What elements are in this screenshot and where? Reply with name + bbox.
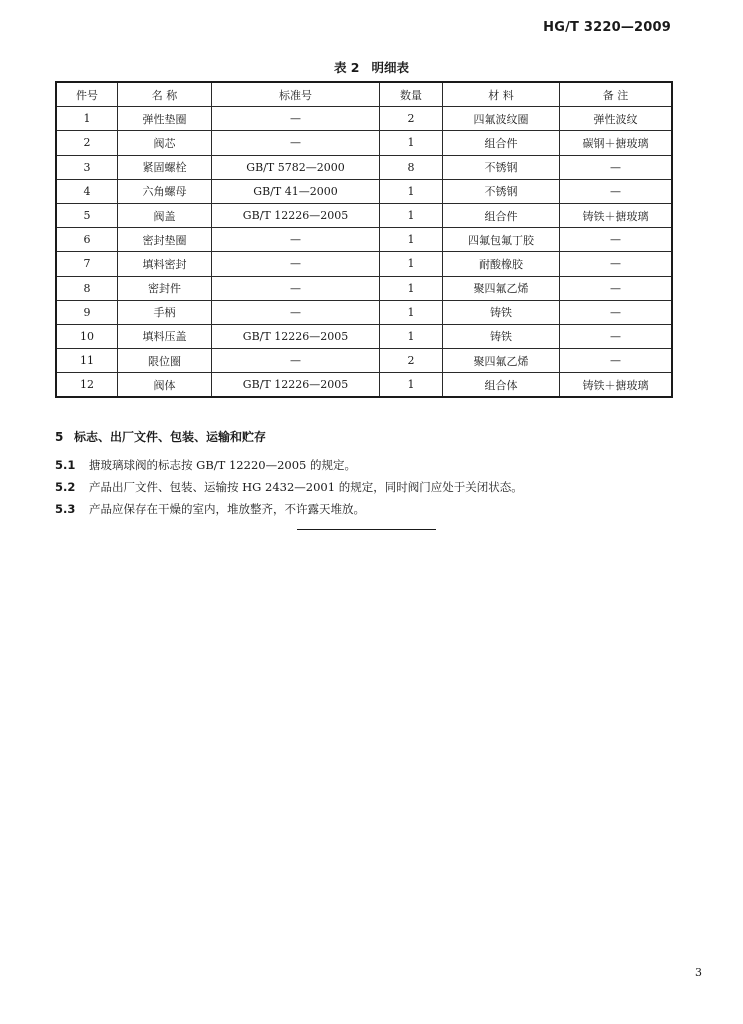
end-of-document-rule	[297, 529, 436, 530]
cell-part-number: 2	[56, 131, 118, 155]
cell-standard: GB/T 12226—2005	[212, 203, 380, 227]
column-header-part-number: 件号	[56, 82, 118, 107]
cell-part-number: 8	[56, 276, 118, 300]
table-row	[56, 373, 672, 398]
cell-part-number: 6	[56, 228, 118, 252]
clause-number: 5.3	[55, 502, 76, 516]
cell-name: 六角螺母	[118, 179, 212, 203]
cell-name: 紧固螺栓	[118, 155, 212, 179]
cell-part-number: 7	[56, 252, 118, 276]
cell-name: 阀盖	[118, 203, 212, 227]
cell-standard: GB/T 41—2000	[212, 179, 380, 203]
cell-quantity: 1	[380, 373, 443, 398]
cell-quantity: 1	[380, 300, 443, 324]
clause-number: 5.1	[55, 458, 76, 472]
clause-text: 产品应保存在干燥的室内，堆放整齐，不许露天堆放。	[89, 502, 365, 516]
cell-name: 限位圈	[118, 349, 212, 373]
table-caption-title: 明细表	[371, 60, 410, 75]
clause-5-1	[55, 457, 356, 473]
cell-material: 铸铁	[443, 300, 560, 324]
table-row	[56, 276, 672, 300]
cell-remarks: —	[560, 276, 673, 300]
table-row	[56, 349, 672, 373]
cell-material: 聚四氟乙烯	[443, 349, 560, 373]
cell-quantity: 2	[380, 349, 443, 373]
cell-part-number: 3	[56, 155, 118, 179]
cell-part-number: 10	[56, 324, 118, 348]
page-number: 3	[695, 966, 702, 979]
cell-standard: GB/T 12226—2005	[212, 324, 380, 348]
section-number: 5	[55, 430, 64, 444]
table-row	[56, 203, 672, 227]
clause-number: 5.2	[55, 480, 76, 494]
cell-material: 铸铁	[443, 324, 560, 348]
table-row	[56, 228, 672, 252]
table-caption-number: 表 2	[333, 60, 360, 75]
cell-standard: GB/T 12226—2005	[212, 373, 380, 398]
cell-remarks: —	[560, 155, 673, 179]
cell-remarks: 铸铁＋搪玻璃	[560, 203, 673, 227]
table-row	[56, 107, 672, 131]
table-row	[56, 155, 672, 179]
table-row	[56, 252, 672, 276]
cell-remarks: 铸铁＋搪玻璃	[560, 373, 673, 398]
cell-name: 阀芯	[118, 131, 212, 155]
cell-remarks: —	[560, 300, 673, 324]
cell-standard: —	[212, 131, 380, 155]
cell-remarks: —	[560, 228, 673, 252]
cell-quantity: 2	[380, 107, 443, 131]
section-heading	[55, 428, 266, 445]
cell-part-number: 11	[56, 349, 118, 373]
cell-standard: —	[212, 252, 380, 276]
cell-name: 手柄	[118, 300, 212, 324]
column-header-name: 名 称	[118, 82, 212, 107]
cell-remarks: —	[560, 179, 673, 203]
cell-material: 四氟包氟丁胶	[443, 228, 560, 252]
cell-standard: —	[212, 300, 380, 324]
cell-quantity: 1	[380, 203, 443, 227]
clause-text: 搪玻璃球阀的标志按 GB/T 12220—2005 的规定。	[89, 458, 356, 472]
cell-remarks: 弹性波纹	[560, 107, 673, 131]
cell-material: 不锈钢	[443, 155, 560, 179]
cell-quantity: 8	[380, 155, 443, 179]
column-header-quantity: 数量	[380, 82, 443, 107]
column-header-standard: 标准号	[212, 82, 380, 107]
column-header-material: 材 料	[443, 82, 560, 107]
clause-5-2	[55, 479, 523, 495]
cell-part-number: 12	[56, 373, 118, 398]
cell-name: 填料压盖	[118, 324, 212, 348]
cell-quantity: 1	[380, 276, 443, 300]
cell-part-number: 4	[56, 179, 118, 203]
parts-detail-table	[55, 81, 673, 398]
clause-5-3	[55, 501, 365, 517]
cell-quantity: 1	[380, 324, 443, 348]
table-caption	[0, 58, 743, 76]
cell-remarks: —	[560, 324, 673, 348]
cell-quantity: 1	[380, 252, 443, 276]
cell-material: 四氟波纹圈	[443, 107, 560, 131]
cell-name: 阀体	[118, 373, 212, 398]
cell-remarks: —	[560, 252, 673, 276]
cell-name: 弹性垫圈	[118, 107, 212, 131]
cell-part-number: 1	[56, 107, 118, 131]
cell-material: 组合体	[443, 373, 560, 398]
cell-name: 填料密封	[118, 252, 212, 276]
clause-text: 产品出厂文件、包装、运输按 HG 2432—2001 的规定，同时阀门应处于关闭状态。	[89, 480, 523, 494]
standard-code-header: HG/T 3220—2009	[543, 20, 671, 35]
column-header-remarks: 备 注	[560, 82, 673, 107]
cell-remarks: 碳钢＋搪玻璃	[560, 131, 673, 155]
table-header-row	[56, 82, 672, 107]
cell-material: 组合件	[443, 131, 560, 155]
cell-material: 组合件	[443, 203, 560, 227]
cell-material: 聚四氟乙烯	[443, 276, 560, 300]
table-row	[56, 300, 672, 324]
cell-standard: —	[212, 276, 380, 300]
cell-standard: —	[212, 228, 380, 252]
cell-standard: —	[212, 107, 380, 131]
table-row	[56, 324, 672, 348]
cell-quantity: 1	[380, 179, 443, 203]
table-row	[56, 131, 672, 155]
cell-part-number: 5	[56, 203, 118, 227]
section-title: 标志、出厂文件、包装、运输和贮存	[74, 430, 267, 444]
cell-material: 耐酸橡胶	[443, 252, 560, 276]
cell-name: 密封垫圈	[118, 228, 212, 252]
cell-part-number: 9	[56, 300, 118, 324]
cell-quantity: 1	[380, 228, 443, 252]
table-row	[56, 179, 672, 203]
cell-quantity: 1	[380, 131, 443, 155]
cell-material: 不锈钢	[443, 179, 560, 203]
cell-standard: —	[212, 349, 380, 373]
cell-name: 密封件	[118, 276, 212, 300]
cell-standard: GB/T 5782—2000	[212, 155, 380, 179]
cell-remarks: —	[560, 349, 673, 373]
